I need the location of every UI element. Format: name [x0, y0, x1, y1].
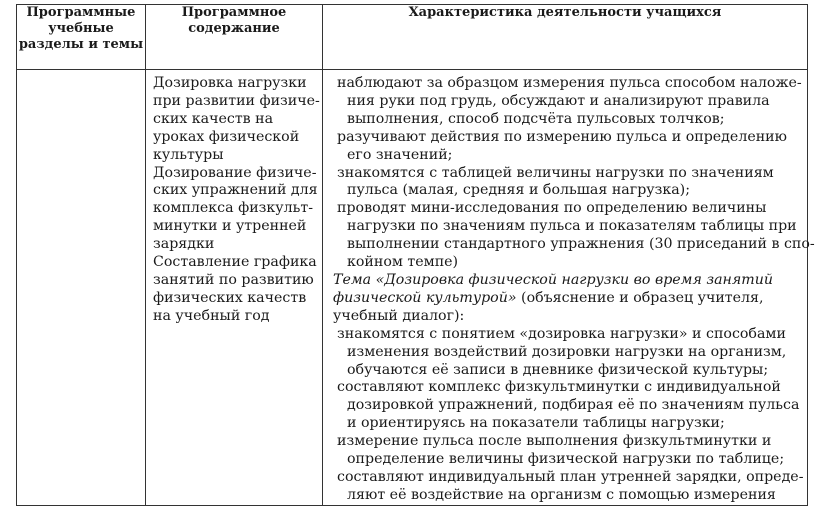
header-content-line: содержание [188, 21, 280, 36]
body-row [17, 70, 808, 506]
header-content-line: Программное [181, 5, 287, 20]
content-line: минутки и утренней [153, 218, 307, 235]
activity-line: знакомятся с понятием «дозировка нагрузки» и способами [337, 325, 786, 342]
activity-line: наблюдают за образцом измерения пульса способом наложе- [337, 75, 802, 91]
activity-line: ляют её воздействие на организм с помощью измерения [347, 486, 776, 503]
activity-line: пульса (малая, средняя и большая нагрузка); [347, 182, 691, 199]
activity-line: проводят мини-исследования по определению величины [337, 200, 767, 217]
activity-line: измерение пульса после выполнения физкультминутки и [337, 433, 772, 450]
activity-line: составляют индивидуальный план утренней зарядки, опреде- [337, 468, 804, 485]
content-line: Составление графика [153, 254, 317, 271]
activity-line: койном темпе) [347, 254, 459, 271]
header-row [17, 5, 808, 70]
theme-heading-plain-2: (объяснение и образец учителя, [516, 289, 764, 306]
content-line: занятий по развитию [153, 271, 314, 288]
content-line: на учебный год [153, 307, 270, 324]
activity-line: изменения воздействий дозировки нагрузки на организм, [347, 343, 787, 360]
header-activity [323, 5, 808, 70]
content-line: уроках физической [153, 128, 300, 145]
content-line: зарядки [153, 236, 215, 253]
activity-line: нагрузки по значениям пульса и показателям таблицы при [347, 218, 797, 235]
activity-cell [323, 70, 815, 506]
activity-line: знакомятся с таблицей величины нагрузки по значениям [337, 164, 774, 181]
topics-cell [17, 70, 146, 506]
curriculum-table [16, 4, 815, 506]
activity-line: дозировкой упражнений, подбирая её по значениям пульса [347, 397, 800, 414]
content-line: физических качеств [153, 289, 307, 306]
header-topics-line: учебные [48, 21, 114, 36]
header-content [146, 5, 323, 70]
activity-line: выполнения, способ подсчёта пульсовых толчков; [347, 110, 725, 127]
activity-line: определение величины физической нагрузки по таблице; [347, 451, 785, 468]
content-line: ских упражнений для [153, 182, 318, 199]
activity-line: обучаются её записи в дневнике физической культуры; [347, 361, 769, 378]
header-topics-line: разделы и темы [18, 37, 144, 52]
activity-line: его значений; [347, 146, 453, 163]
header-topics [17, 5, 146, 70]
content-line: культуры [153, 146, 224, 163]
activity-line: разучивают действия по измерению пульса и определению [337, 128, 787, 145]
activity-line: ния руки под грудь, обсуждают и анализируют правила [347, 92, 770, 109]
content-line: Дозировка нагрузки [153, 75, 307, 91]
activity-line: и ориентируясь на показатели таблицы нагрузки; [347, 415, 725, 432]
header-topics-line: Программные [26, 5, 136, 20]
content-line: ских качеств на [153, 110, 274, 127]
content-cell [146, 70, 323, 506]
content-line: при развитии физиче- [153, 92, 320, 109]
theme-heading-italic-2: физической культурой» [333, 289, 517, 306]
content-line: Дозирование физиче- [153, 164, 317, 181]
content-line: комплекса физкульт- [153, 200, 313, 217]
theme-heading-line-2 [333, 290, 803, 308]
theme-heading-italic: Тема «Дозировка физической нагрузки во время занятий [333, 271, 774, 288]
header-activity-text: Характеристика деятельности учащихся [408, 5, 722, 20]
activity-line: выполнении стандартного упражнения (30 приседаний в спо- [347, 236, 815, 253]
theme-heading-line-3: учебный диалог): [333, 307, 465, 324]
activity-line: составляют комплекс физкультминутки с индивидуальной [337, 379, 781, 396]
